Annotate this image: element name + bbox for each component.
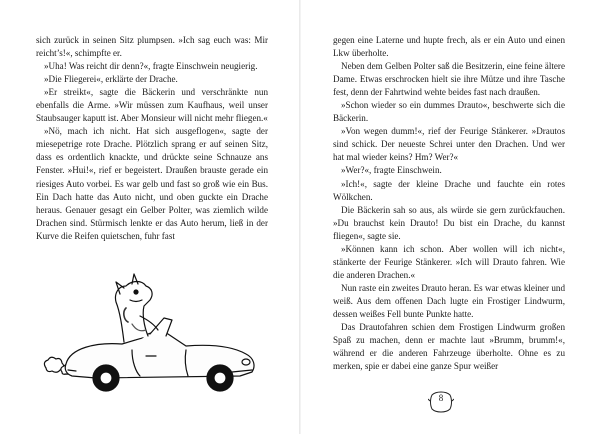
dragon-car-illustration bbox=[36, 272, 268, 402]
paragraph: »Schon wieder so ein dummes Drauto«, beschwerte sich die Bäckerin. bbox=[333, 100, 565, 124]
paragraph: Neben dem Gelben Polter saß die Besitzerin, eine feine ältere Dame. Etwas erschrocken hielt sie ihre Mütze und ihre Tasche fest, denn der Fahrtwind wehte beides fast nach draußen. bbox=[333, 61, 565, 98]
paragraph: sich zurück in seinen Sitz plumpsen. »Ich sag euch was: Mir reicht’s!«, schimpfte er. bbox=[36, 35, 268, 59]
paragraph: Die Bäckerin sah so aus, als würde sie gern zurückfauchen. »Du brauchst kein Drauto! Du bist ein Drache, du kannst fliegen«, sagte sie. bbox=[333, 204, 565, 241]
page-gutter bbox=[299, 0, 301, 434]
paragraph: gegen eine Laterne und hupte frech, als er ein Auto und einen Lkw überholte. bbox=[333, 35, 565, 59]
paragraph: »Uha! Was reicht dir denn?«, fragte Einschwein neugierig. bbox=[44, 61, 258, 72]
paragraph: »Von wegen dumm!«, rief der Feurige Stänkerer. »Drautos sind schick. Der neueste Schrei unter den Drachen. Und wer hat mal wieder keins? Hm? Wer?« bbox=[333, 126, 565, 163]
page-number: 8 bbox=[438, 393, 444, 403]
right-page bbox=[333, 34, 565, 373]
left-page bbox=[36, 34, 268, 243]
paragraph: »Wer?«, fragte Einschwein. bbox=[341, 165, 442, 176]
paragraph: »Er streikt«, sagte die Bäckerin und verschränkte nun ebenfalls die Arme. »Wir müssen zum Kaufhaus, weil unser Staubsauger kaputt ist. Aber Monsieur will nicht mehr fliegen.« bbox=[36, 87, 268, 124]
paragraph: »Die Fliegerei«, erklärte der Drache. bbox=[44, 74, 178, 85]
paragraph: »Können kann ich schon. Aber wollen will ich nicht«, stänkerte der Feurige Stänkerer. »Ich will Drauto fahren. Wie die anderen Drachen.« bbox=[333, 243, 565, 280]
paragraph: Nun raste ein zweites Drauto heran. Es war etwas kleiner und weiß. Aus dem offenen Dach lugte ein Frostiger Lindwurm, dessen weißes Fell bunte Punkte hatte. bbox=[333, 282, 565, 319]
paragraph: »Nö, mach ich nicht. Hat sich ausgeflogen«, sagte der miesepetrige rote Drache. Plötzlich sprang er auf seinen Sitz, dass es ordentlich knackte, und drückte seine Schnauze ans Fenster. »Hui!«, rief er begeistert. Draußen brauste gerade ein riesiges Auto vorbei. Es war gelb und fast so groß wie ein Bus. Ein Dach hatte das Auto nicht, und oben guckte ein Drache heraus. Genauer gesagt ein Gelber Polter, was ziemlich wilde Drachen sind. Stürmisch lenkte er das Auto herum, ließ in der Kurve die Reifen quietschen, fuhr fast bbox=[36, 126, 268, 241]
paragraph: Das Drautofahren schien dem Frostigen Lindwurm großen Spaß zu machen, denn er machte laut »Brumm, brumm!«, während er die anderen Fahrzeuge überholte. Ohne es zu merken, spie er dabei eine ganze Spur weißer bbox=[333, 322, 565, 372]
paragraph: »Ich!«, sagte der kleine Drache und fauchte ein rotes Wölkchen. bbox=[333, 178, 565, 202]
